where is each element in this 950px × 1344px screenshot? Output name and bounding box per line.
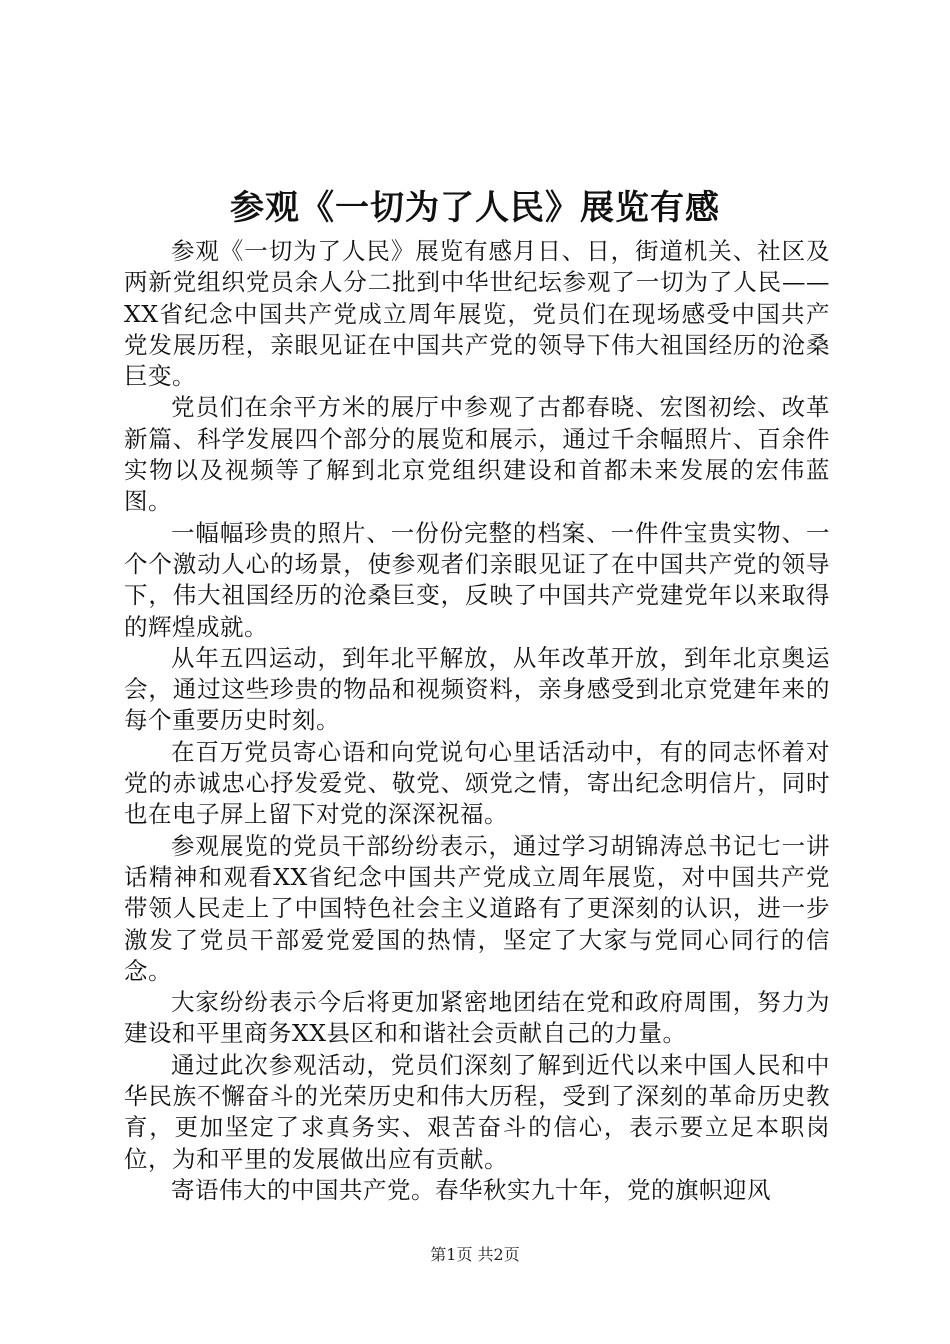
paragraph-6: 参观展览的党员干部纷纷表示，通过学习胡锦涛总书记七一讲话精神和观看XX省纪念中国共产党成立周年展览，对中国共产党带领人民走上了中国特色社会主义道路有了更深刻的认识，进一步激发了党员干部爱党爱国的热情，坚定了大家与党同心同行的信念。 [124,831,830,985]
paragraph-3: 一幅幅珍贵的照片、一份份完整的档案、一件件宝贵实物、一个个激动人心的场景，使参观者们亲眼见证了在中国共产党的领导下，伟大祖国经历的沧桑巨变，反映了中国共产党建党年以来取得的辉煌成就。 [124,518,830,641]
paragraph-5: 在百万党员寄心语和向党说句心里话活动中，有的同志怀着对党的赤诚忠心抒发爱党、敬党、颂党之情，寄出纪念明信片，同时也在电子屏上留下对党的深深祝福。 [124,737,830,829]
paragraph-1: 参观《一切为了人民》展览有感月日、日，街道机关、社区及两新党组织党员余人分二批到中华世纪坛参观了一切为了人民——XX省纪念中国共产党成立周年展览，党员们在现场感受中国共产党发展历程，亲眼见证在中国共产党的领导下伟大祖国经历的沧桑巨变。 [124,237,830,391]
page-footer: 第1页 共2页 [430,1245,520,1264]
document-body [124,236,830,1206]
paragraph-9: 寄语伟大的中国共产党。春华秋实九十年，党的旗帜迎风 [171,1175,771,1204]
paragraph-8: 通过此次参观活动，党员们深刻了解到近代以来中国人民和中华民族不懈奋斗的光荣历史和伟大历程，受到了深刻的革命历史教育，更加坚定了求真务实、艰苦奋斗的信心，表示要立足本职岗位，为和平里的发展做出应有贡献。 [124,1050,830,1173]
document-title: 参观《一切为了人民》展览有感 [230,188,720,228]
paragraph-7: 大家纷纷表示今后将更加紧密地团结在党和政府周围，努力为建设和平里商务XX县区和和谐社会贡献自己的力量。 [124,988,830,1048]
paragraph-2: 党员们在余平方米的展厅中参观了古都春晓、宏图初绘、改革新篇、科学发展四个部分的展览和展示，通过千余幅照片、百余件实物以及视频等了解到北京党组织建设和首都未来发展的宏伟蓝图。 [124,393,830,516]
paragraph-4: 从年五四运动，到年北平解放，从年改革开放，到年北京奥运会，通过这些珍贵的物品和视频资料，亲身感受到北京党建年来的每个重要历史时刻。 [124,643,830,735]
